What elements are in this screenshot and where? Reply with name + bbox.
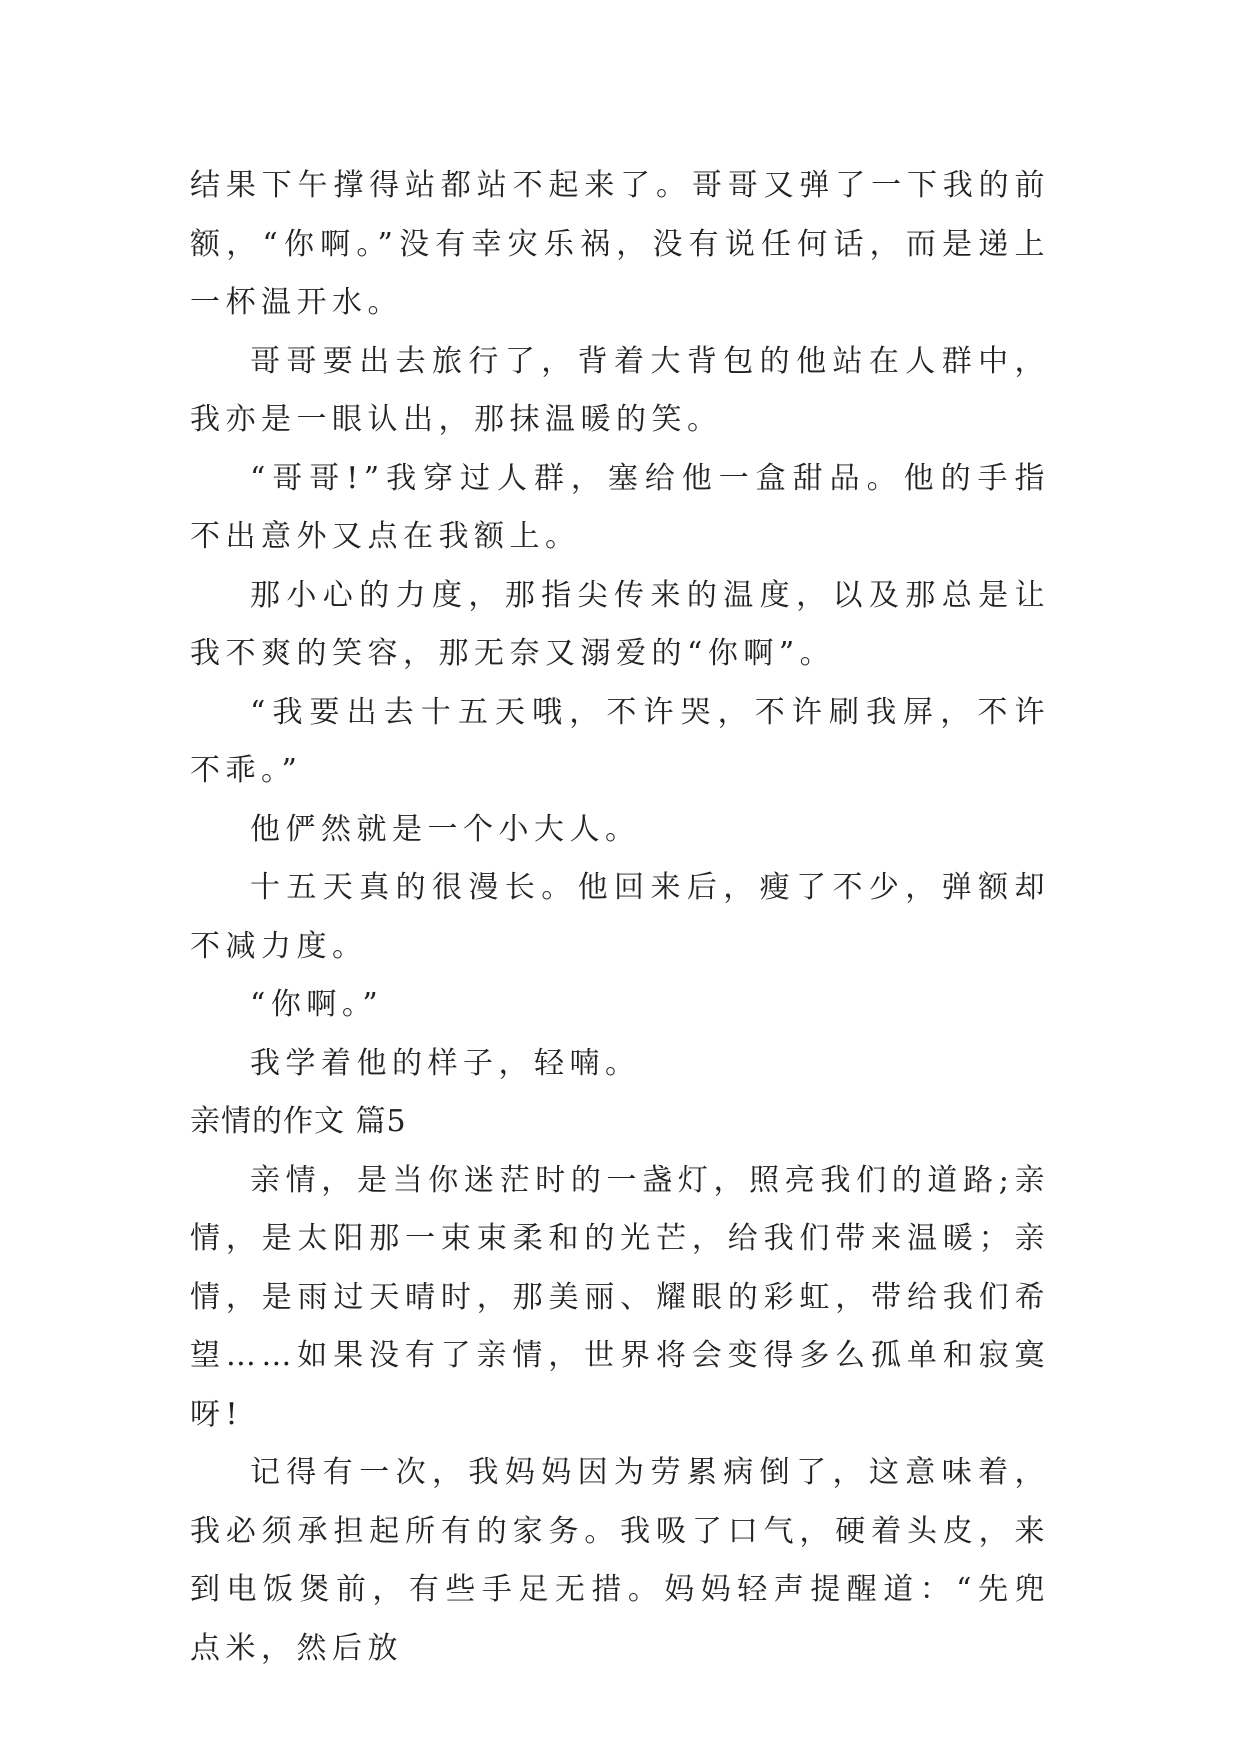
paragraph: 记得有一次，我妈妈因为劳累病倒了，这意味着，我必须承担起所有的家务。我吸了口气，硬着头皮，来到电饭煲前，有些手足无措。妈妈轻声提醒道：“先兜点米，然后放 xyxy=(190,1455,1050,1666)
paragraph: “哥哥!”我穿过人群，塞给他一盒甜品。他的手指不出意外又点在我额上。 xyxy=(190,460,1050,554)
paragraph: 他俨然就是一个小大人。 xyxy=(250,811,641,847)
paragraph: 结果下午撑得站都站不起来了。哥哥又弹了一下我的前额，“你啊。”没有幸灾乐祸，没有说任何话，而是递上一杯温开水。 xyxy=(190,168,1050,320)
paragraph: “我要出去十五天哦，不许哭，不许刷我屏，不许不乖。” xyxy=(190,694,1050,788)
paragraph: 那小心的力度，那指尖传来的温度，以及那总是让我不爽的笑容，那无奈又溺爱的“你啊”。 xyxy=(190,577,1050,671)
paragraph: 亲情，是当你迷茫时的一盏灯，照亮我们的道路;亲情，是太阳那一束束柔和的光芒，给我们带来温暖；亲情，是雨过天晴时，那美丽、耀眼的彩虹，带给我们希望……如果没有了亲情，世界将会变得多么孤单和寂寞呀! xyxy=(190,1162,1050,1432)
paragraph: 我学着他的样子，轻喃。 xyxy=(250,1045,641,1081)
section-heading: 亲情的作文 篇5 xyxy=(190,1104,407,1139)
paragraph: “你啊。” xyxy=(250,987,384,1022)
paragraph: 十五天真的很漫长。他回来后，瘦了不少，弹额却不减力度。 xyxy=(190,870,1050,964)
document-body xyxy=(190,157,1050,1678)
paragraph: 哥哥要出去旅行了，背着大背包的他站在人群中，我亦是一眼认出，那抹温暖的笑。 xyxy=(190,343,1050,437)
